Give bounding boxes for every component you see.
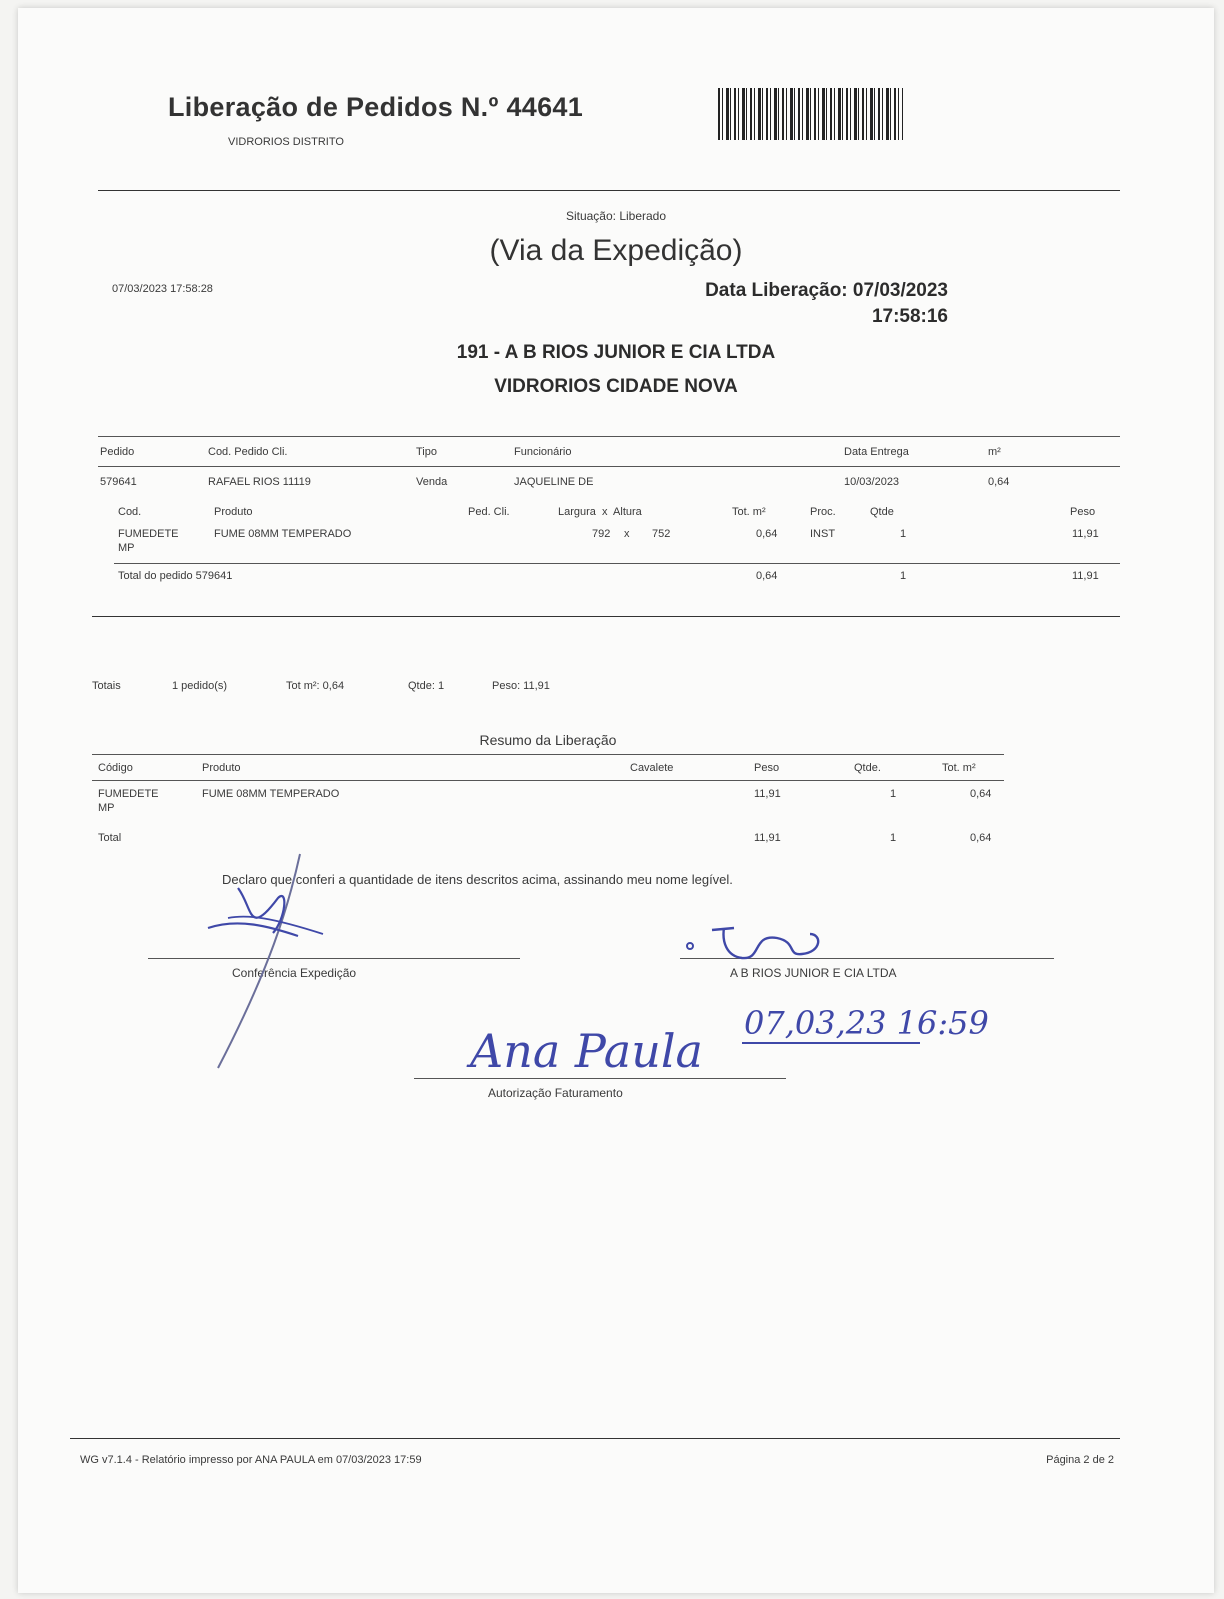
resumo-total-label: Total [98,832,122,844]
signature-line-conferencia [148,958,520,959]
cell-m2: 0,64 [988,476,1010,488]
handwritten-date-underline [742,1042,920,1044]
resumo-qtde: 1 [890,788,897,800]
resumo-header-divider [92,780,1004,781]
col-funcionario: Funcionário [514,446,572,458]
item-peso: 11,91 [1072,528,1099,540]
footer-report-info: WG v7.1.4 - Relatório impresso por ANA PAULA em 07/03/2023 17:59 [80,1454,422,1466]
via-title: (Via da Expedição) [489,234,743,267]
item-cod-suffix: MP [118,542,135,554]
resumo-total-qtde: 1 [890,832,897,844]
header-divider [98,190,1120,191]
total-pedido-m2: 0,64 [756,570,778,582]
resumo-peso: 11,91 [754,788,781,800]
totais-label: Totais [92,680,121,692]
resumo-col-cavalete: Cavalete [630,762,674,774]
col-m2: m² [988,446,1001,458]
item-col-proc: Proc. [810,506,836,518]
col-cod-pedido-cli: Cod. Pedido Cli. [208,446,288,458]
signature-line-autorizacao [414,1078,786,1079]
col-pedido: Pedido [100,446,135,458]
total-pedido-label: Total do pedido 579641 [118,570,233,582]
company-subtitle: VIDRORIOS DISTRITO [228,136,344,148]
barcode [718,88,903,140]
resumo-col-tot-m2: Tot. m² [942,762,976,774]
item-col-largura-altura: Largura x Altura [558,506,642,518]
signature-label-client: A B RIOS JUNIOR E CIA LTDA [730,966,897,980]
item-produto: FUME 08MM TEMPERADO [214,528,352,540]
resumo-col-produto: Produto [202,762,241,774]
totais-peso: Peso: 11,91 [492,680,550,692]
data-liberacao: Data Liberação: 07/03/2023 [705,280,948,301]
resumo-codigo-suffix: MP [98,802,115,814]
declaration-text: Declaro que conferi a quantidade de itens descritos acima, assinando meu nome legível. [222,872,733,887]
item-col-produto: Produto [214,506,253,518]
item-col-cod: Cod. [118,506,142,518]
data-liberacao-time: 17:58:16 [871,306,948,327]
item-col-qtde: Qtde [870,506,894,518]
client-name: 191 - A B RIOS JUNIOR E CIA LTDA [456,342,776,363]
item-col-peso: Peso [1070,506,1096,518]
total-pedido-qtde: 1 [900,570,907,582]
totais-pedidos: 1 pedido(s) [172,680,228,692]
cell-data-entrega: 10/03/2023 [844,476,900,488]
order-table-top [98,436,1120,437]
resumo-total-m2: 0,64 [970,832,992,844]
col-tipo: Tipo [416,446,437,458]
resumo-tot-m2: 0,64 [970,788,992,800]
item-col-ped-cli: Ped. Cli. [468,506,510,518]
item-divider [114,563,1120,564]
handwritten-name: Ana Paula [470,1024,703,1078]
resumo-col-peso: Peso [754,762,780,774]
handwritten-date: 07,03,23 16:59 [744,1004,989,1042]
totais-qtde: Qtde: 1 [408,680,445,692]
item-altura: 752 [652,528,671,540]
resumo-total-peso: 11,91 [754,832,781,844]
item-proc: INST [810,528,836,540]
cell-pedido: 579641 [100,476,137,488]
signature-label-autorizacao: Autorização Faturamento [488,1086,623,1100]
item-x: x [624,528,630,540]
document-title: Liberação de Pedidos N.º 44641 [168,92,584,122]
signature-line-client [680,958,1054,959]
cell-funcionario: JAQUELINE DE [514,476,594,488]
resumo-codigo: FUMEDETE [98,788,159,800]
situacao-label: Situação: Liberado [565,209,667,223]
footer-page-number: Página 2 de 2 [1046,1454,1114,1466]
order-table-bottom [92,616,1120,617]
item-qtde: 1 [900,528,907,540]
resumo-top [92,754,1004,755]
cell-tipo: Venda [416,476,448,488]
footer-divider [70,1438,1120,1439]
resumo-produto: FUME 08MM TEMPERADO [202,788,340,800]
signature-label-conferencia: Conferência Expedição [232,966,357,980]
item-cod: FUMEDETE [118,528,179,540]
item-col-tot-m2: Tot. m² [732,506,766,518]
client-branch: VIDRORIOS CIDADE NOVA [494,376,738,397]
print-timestamp: 07/03/2023 17:58:28 [112,283,213,295]
totais-m2: Tot m²: 0,64 [286,680,345,692]
total-pedido-peso: 11,91 [1072,570,1099,582]
resumo-col-codigo: Código [98,762,133,774]
item-tot-m2: 0,64 [756,528,778,540]
order-header-divider [98,466,1120,467]
resumo-title: Resumo da Liberação [479,732,617,748]
col-data-entrega: Data Entrega [844,446,909,458]
document-page [18,8,1214,1593]
item-largura: 792 [592,528,611,540]
resumo-col-qtde: Qtde. [854,762,881,774]
cell-cod-pedido-cli: RAFAEL RIOS 11119 [208,476,311,488]
